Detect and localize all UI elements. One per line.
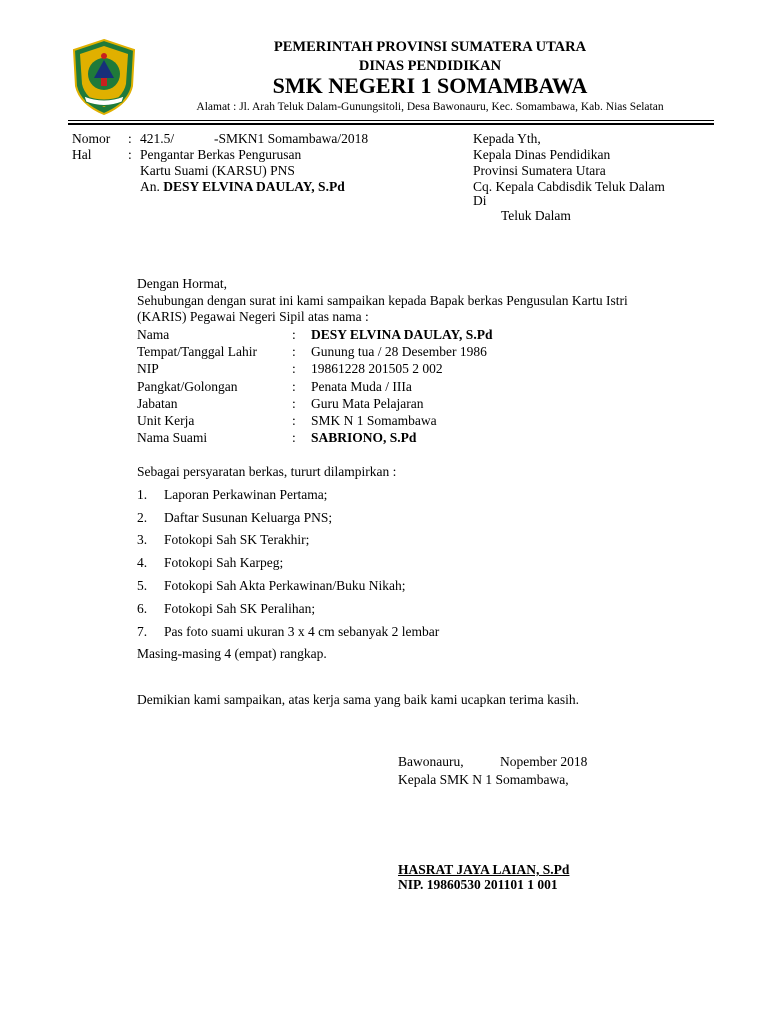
intro-line-1: Sehubungan dengan surat ini kami sampaikan kepada Bapak berkas Pengusulan Kartu Istri — [137, 293, 628, 308]
field-colon: : — [292, 430, 296, 445]
field-label: Nama Suami — [137, 430, 208, 445]
field-value-unit: SMK N 1 Somambawa — [311, 413, 437, 428]
header-rule-thin — [68, 120, 714, 121]
field-colon: : — [292, 361, 296, 376]
field-value-pangkat: Penata Muda / IIIa — [311, 379, 412, 394]
nomor-label: Nomor — [72, 131, 111, 146]
greeting: Dengan Hormat, — [137, 276, 227, 291]
nomor-value: 421.5/ — [140, 131, 175, 146]
list-item: Laporan Perkawinan Pertama; — [164, 487, 328, 502]
signature-position: Kepala SMK N 1 Somambawa, — [398, 772, 569, 787]
signature-date: Nopember 2018 — [500, 754, 588, 769]
list-item: Pas foto suami ukuran 3 x 4 cm sebanyak 2 lembar — [164, 624, 440, 639]
signatory-nip: NIP. 19860530 201101 1 001 — [398, 877, 558, 892]
closing-sentence: Demikian kami sampaikan, atas kerja sama yang baik kami ucapkan terima kasih. — [137, 692, 579, 707]
kop-department: DINAS PENDIDIKAN — [358, 58, 502, 74]
signature-place: Bawonauru, — [398, 754, 464, 769]
field-colon: : — [292, 379, 296, 394]
list-item: Fotokopi Sah SK Peralihan; — [164, 601, 316, 616]
field-label: Jabatan — [137, 396, 178, 411]
kop-government: PEMERINTAH PROVINSI SUMATERA UTARA — [273, 39, 587, 55]
list-item-number: 3. — [137, 532, 148, 547]
recipient-line-1: Kepada Yth, — [473, 131, 541, 146]
an-name: DESY ELVINA DAULAY, S.Pd — [163, 179, 345, 194]
hal-label: Hal — [72, 147, 92, 162]
list-item-number: 2. — [137, 510, 148, 525]
hal-line-1: Pengantar Berkas Pengurusan — [140, 147, 302, 162]
list-item-number: 1. — [137, 487, 148, 502]
an-line — [140, 179, 345, 195]
kop-school-name: SMK NEGERI 1 SOMAMBAWA — [272, 73, 588, 98]
recipient-line-5: Di — [473, 193, 487, 208]
header-rule-thick — [68, 123, 714, 125]
field-value-ttl: Gunung tua / 28 Desember 1986 — [311, 344, 487, 359]
province-emblem-icon — [68, 38, 140, 116]
field-value-suami: SABRIONO, S.Pd — [311, 430, 417, 445]
recipient-line-6: Teluk Dalam — [501, 208, 571, 223]
copies-note: Masing-masing 4 (empat) rangkap. — [137, 646, 327, 661]
hal-line-2: Kartu Suami (KARSU) PNS — [140, 163, 295, 178]
intro-line-2: (KARIS) Pegawai Negeri Sipil atas nama : — [137, 309, 369, 324]
field-colon: : — [292, 396, 296, 411]
hal-colon: : — [128, 147, 132, 162]
list-item-number: 5. — [137, 578, 148, 593]
field-colon: : — [292, 344, 296, 359]
list-item-number: 7. — [137, 624, 148, 639]
field-label: Unit Kerja — [137, 413, 195, 428]
nomor-colon: : — [128, 131, 132, 146]
field-value-nama: DESY ELVINA DAULAY, S.Pd — [311, 327, 493, 342]
kop-address: Alamat : Jl. Arah Teluk Dalam-Gunungsitoli, Desa Bawonauru, Kec. Somambawa, Kab. Nias Selatan — [196, 101, 664, 113]
recipient-line-4: Cq. Kepala Cabdisdik Teluk Dalam — [473, 179, 665, 194]
an-prefix: An. — [140, 179, 160, 194]
recipient-line-3: Provinsi Sumatera Utara — [473, 163, 606, 178]
field-label: Tempat/Tanggal Lahir — [137, 344, 257, 359]
list-item: Fotokopi Sah Karpeg; — [164, 555, 284, 570]
list-item: Fotokopi Sah SK Terakhir; — [164, 532, 310, 547]
list-item: Daftar Susunan Keluarga PNS; — [164, 510, 333, 525]
field-label: NIP — [137, 361, 159, 376]
list-item: Fotokopi Sah Akta Perkawinan/Buku Nikah; — [164, 578, 406, 593]
field-colon: : — [292, 413, 296, 428]
signatory-name: HASRAT JAYA LAIAN, S.Pd — [398, 862, 570, 877]
list-item-number: 4. — [137, 555, 148, 570]
list-item-number: 6. — [137, 601, 148, 616]
field-value-jabatan: Guru Mata Pelajaran — [311, 396, 424, 411]
nomor-suffix: -SMKN1 Somambawa/2018 — [214, 131, 369, 146]
field-label: Pangkat/Golongan — [137, 379, 238, 394]
field-value-nip: 19861228 201505 2 002 — [311, 361, 443, 376]
recipient-line-2: Kepala Dinas Pendidikan — [473, 147, 611, 162]
requirements-intro: Sebagai persyaratan berkas, tururt dilampirkan : — [137, 464, 397, 479]
field-label: Nama — [137, 327, 170, 342]
field-colon: : — [292, 327, 296, 342]
